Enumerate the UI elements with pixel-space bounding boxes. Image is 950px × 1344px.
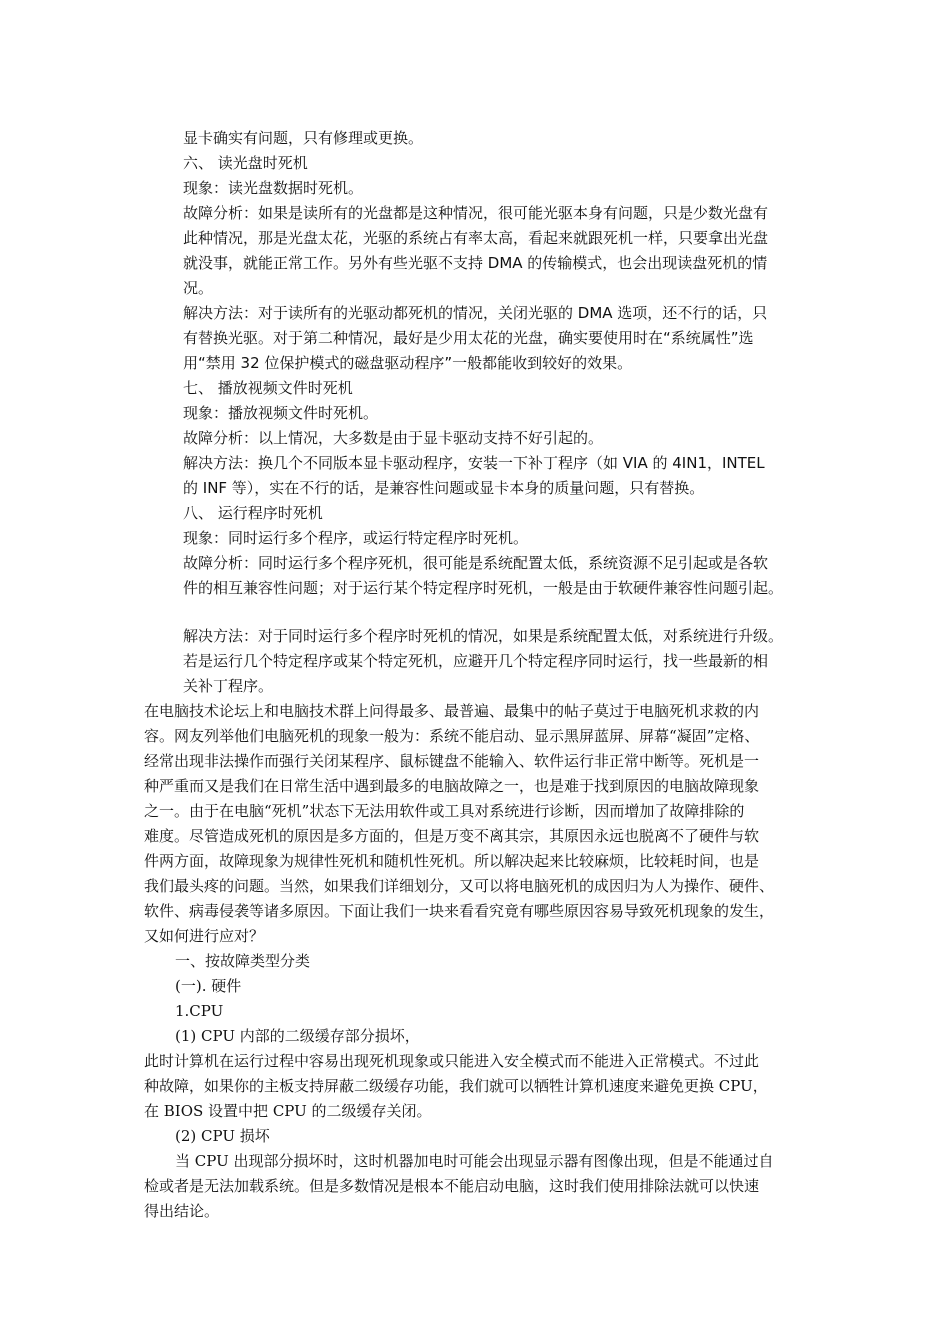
paragraph-line: 之一。由于在电脑“死机”状态下无法用软件或工具对系统进行诊断，因而增加了故障排除的 [144, 802, 745, 820]
paragraph-line: 种故障，如果你的主板支持屏蔽二级缓存功能，我们就可以牺牲计算机速度来避免更换 CPU， [144, 1077, 768, 1095]
section-heading: (2) CPU 损坏 [175, 1127, 270, 1145]
paragraph-line: 解决方法：对于同时运行多个程序时死机的情况，如果是系统配置太低，对系统进行升级。 [183, 627, 784, 645]
paragraph-line: 件的相互兼容性问题；对于运行某个特定程序时死机，一般是由于软硬件兼容性问题引起。 [183, 579, 784, 597]
paragraph-line: 故障分析：同时运行多个程序死机，很可能是系统配置太低，系统资源不足引起或是各软 [183, 554, 769, 572]
paragraph-line: 软件、病毒侵袭等诸多原因。下面让我们一块来看看究竟有哪些原因容易导致死机现象的发生， [144, 902, 775, 920]
section-heading: (一). 硬件 [175, 977, 242, 995]
paragraph-line: 在电脑技术论坛上和电脑技术群上问得最多、最普遍、最集中的帖子莫过于电脑死机求救的内 [144, 702, 760, 720]
paragraph-line: 在 BIOS 设置中把 CPU 的二级缓存关闭。 [144, 1102, 432, 1120]
paragraph-line: 故障分析：以上情况，大多数是由于显卡驱动支持不好引起的。 [183, 429, 604, 447]
section-heading: 八、 运行程序时死机 [183, 504, 323, 522]
paragraph-line: 难度。尽管造成死机的原因是多方面的，但是万变不离其宗，其原因永远也脱离不了硬件与软 [144, 827, 760, 845]
section-heading: 七、 播放视频文件时死机 [183, 379, 353, 397]
paragraph-line: 现象：读光盘数据时死机。 [183, 179, 364, 197]
paragraph-line: 用“禁用 32 位保护模式的磁盘驱动程序”一般都能收到较好的效果。 [183, 354, 633, 372]
paragraph-line: 得出结论。 [144, 1202, 220, 1220]
paragraph-line: 显卡确实有问题，只有修理或更换。 [183, 129, 424, 147]
paragraph-line: 就没事，就能正常工作。另外有些光驱不支持 DMA 的传输模式，也会出现读盘死机的情 [183, 254, 768, 272]
paragraph-line: 检或者是无法加载系统。但是多数情况是根本不能启动电脑，这时我们使用排除法就可以快速 [144, 1177, 760, 1195]
paragraph-line: 故障分析：如果是读所有的光盘都是这种情况，很可能光驱本身有问题，只是少数光盘有 [183, 204, 769, 222]
paragraph-line: 此种情况，那是光盘太花，光驱的系统占有率太高，看起来就跟死机一样，只要拿出光盘 [183, 229, 769, 247]
paragraph-line: 现象：播放视频文件时死机。 [183, 404, 379, 422]
paragraph-line: 容。网友列举他们电脑死机的现象一般为：系统不能启动、显示黑屏蓝屏、屏幕“凝固”定格、 [144, 727, 760, 745]
paragraph-line: 况。 [183, 279, 214, 297]
paragraph-line: 我们最头疼的问题。当然，如果我们详细划分，又可以将电脑死机的成因归为人为操作、硬件、 [144, 877, 775, 895]
paragraph-line: 又如何进行应对？ [144, 927, 265, 945]
paragraph-line: 解决方法：对于读所有的光驱动都死机的情况，关闭光驱的 DMA 选项，还不行的话，只 [183, 304, 768, 322]
paragraph-line: 解决方法：换几个不同版本显卡驱动程序，安装一下补丁程序（如 VIA 的 4IN1，INTEL [183, 454, 765, 472]
paragraph-line: 经常出现非法操作而强行关闭某程序、鼠标键盘不能输入、软件运行非正常中断等。死机是一 [144, 752, 760, 770]
paragraph-line: 现象：同时运行多个程序，或运行特定程序时死机。 [183, 529, 529, 547]
paragraph-line: 此时计算机在运行过程中容易出现死机现象或只能进入安全模式而不能进入正常模式。不过此 [144, 1052, 760, 1070]
section-heading: 1.CPU [175, 1002, 224, 1020]
section-heading: 一、按故障类型分类 [175, 952, 311, 970]
paragraph-line: 关补丁程序。 [183, 677, 274, 695]
paragraph-line: 种严重而又是我们在日常生活中遇到最多的电脑故障之一，也是难于找到原因的电脑故障现象 [144, 777, 760, 795]
section-heading: (1) CPU 内部的二级缓存部分损坏， [175, 1027, 420, 1045]
paragraph-line: 的 INF 等），实在不行的话，是兼容性问题或显卡本身的质量问题，只有替换。 [183, 479, 705, 497]
paragraph-line: 当 CPU 出现部分损坏时，这时机器加电时可能会出现显示器有图像出现，但是不能通过自 [175, 1152, 774, 1170]
section-heading: 六、 读光盘时死机 [183, 154, 308, 172]
paragraph-line: 若是运行几个特定程序或某个特定死机，应避开几个特定程序同时运行，找一些最新的相 [183, 652, 769, 670]
paragraph-line: 有替换光驱。对于第二种情况，最好是少用太花的光盘，确实要使用时在“系统属性”选 [183, 329, 754, 347]
paragraph-line: 件两方面，故障现象为规律性死机和随机性死机。所以解决起来比较麻烦，比较耗时间，也是 [144, 852, 760, 870]
